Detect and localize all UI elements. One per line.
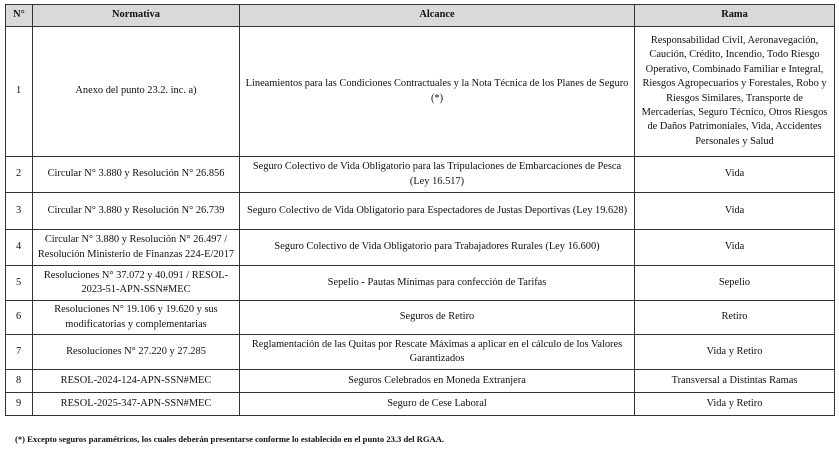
row-alcance: Reglamentación de las Quitas por Rescate Máximas a aplicar en el cálculo de los Valores Garantizados — [240, 335, 635, 370]
table-row — [6, 370, 835, 393]
row-normativa: Resoluciones N° 27.220 y 27.285 — [33, 335, 240, 370]
row-num: 8 — [6, 370, 33, 393]
row-rama: Transversal a Distintas Ramas — [635, 370, 835, 393]
row-rama: Responsabilidad Civil, Aeronavegación, Caución, Crédito, Incendio, Todo Riesgo Operativo, Combinado Familiar e Integral, Riesgos Agropecuarios y Forestales, Robo y Riesgos Similares, Transporte de Mercaderías, Seguro Técnico, Otros Riesgos de Daños Patrimoniales, Vida, Accidentes Personales y Salud — [635, 27, 835, 157]
row-alcance: Seguros de Retiro — [240, 301, 635, 335]
row-alcance: Seguro Colectivo de Vida Obligatorio para Espectadores de Justas Deportivas (Ley 19.628) — [240, 193, 635, 230]
row-num: 7 — [6, 335, 33, 370]
row-normativa: Resoluciones N° 37.072 y 40.091 / RESOL-2023-51-APN-SSN#MEC — [33, 266, 240, 301]
row-num: 2 — [6, 157, 33, 193]
row-rama: Vida y Retiro — [635, 393, 835, 416]
row-num: 5 — [6, 266, 33, 301]
row-normativa: Circular N° 3.880 y Resolución N° 26.856 — [33, 157, 240, 193]
footnote: (*) Excepto seguros paramétricos, los cuales deberán presentarse conforme lo establecido en el punto 23.3 del RGAA. — [15, 434, 445, 444]
regulations-table — [5, 4, 835, 416]
row-alcance: Seguro Colectivo de Vida Obligatorio para las Tripulaciones de Embarcaciones de Pesca (Ley 16.517) — [240, 157, 635, 193]
header-alcance: Alcance — [240, 5, 635, 27]
row-alcance: Seguro Colectivo de Vida Obligatorio para Trabajadores Rurales (Ley 16.600) — [240, 230, 635, 266]
row-num: 3 — [6, 193, 33, 230]
row-num: 6 — [6, 301, 33, 335]
row-normativa: Circular N° 3.880 y Resolución N° 26.497 / Resolución Ministerio de Finanzas 224-E/2017 — [33, 230, 240, 266]
table-row — [6, 266, 835, 301]
table-row — [6, 193, 835, 230]
row-rama: Vida — [635, 193, 835, 230]
table-row — [6, 27, 835, 157]
header-num: N° — [6, 5, 33, 27]
row-alcance: Seguros Celebrados en Moneda Extranjera — [240, 370, 635, 393]
row-rama: Vida — [635, 157, 835, 193]
row-num: 1 — [6, 27, 33, 157]
row-rama: Sepelio — [635, 266, 835, 301]
row-rama: Retiro — [635, 301, 835, 335]
row-rama: Vida — [635, 230, 835, 266]
table-header-row — [6, 5, 835, 27]
row-alcance: Lineamientos para las Condiciones Contractuales y la Nota Técnica de los Planes de Seguro (*) — [240, 27, 635, 157]
table-row — [6, 301, 835, 335]
row-alcance: Sepelio - Pautas Mínimas para confección de Tarifas — [240, 266, 635, 301]
header-rama: Rama — [635, 5, 835, 27]
row-normativa: RESOL-2025-347-APN-SSN#MEC — [33, 393, 240, 416]
table-row — [6, 393, 835, 416]
row-normativa: Resoluciones N° 19.106 y 19.620 y sus modificatorias y complementarias — [33, 301, 240, 335]
row-rama: Vida y Retiro — [635, 335, 835, 370]
row-normativa: Anexo del punto 23.2. inc. a) — [33, 27, 240, 157]
row-normativa: RESOL-2024-124-APN-SSN#MEC — [33, 370, 240, 393]
table-row — [6, 335, 835, 370]
row-alcance: Seguro de Cese Laboral — [240, 393, 635, 416]
table-row — [6, 157, 835, 193]
row-num: 9 — [6, 393, 33, 416]
table-row — [6, 230, 835, 266]
header-normativa: Normativa — [33, 5, 240, 27]
row-normativa: Circular N° 3.880 y Resolución N° 26.739 — [33, 193, 240, 230]
row-num: 4 — [6, 230, 33, 266]
